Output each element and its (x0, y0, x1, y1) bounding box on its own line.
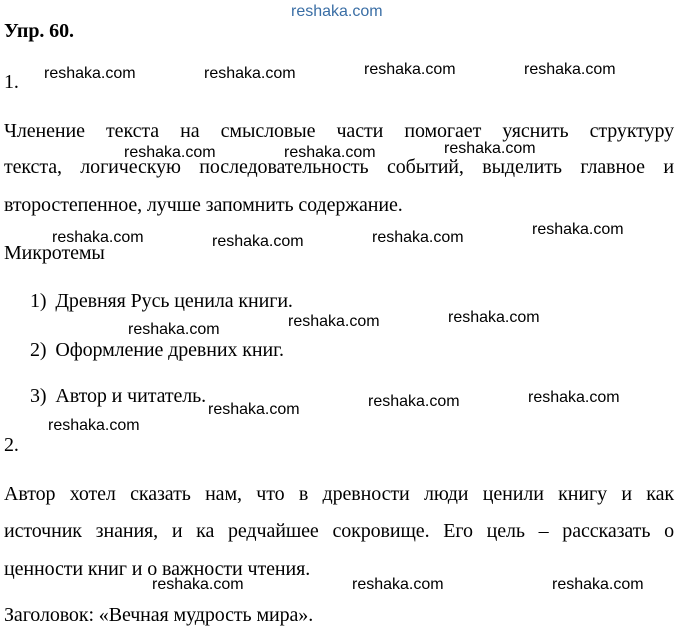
watermark: reshaka.com (532, 221, 624, 238)
paragraph-line: Членение текста на смысловые части помогает уяснить структуру (4, 120, 674, 142)
watermark: reshaka.com (444, 140, 536, 157)
list-item (30, 385, 206, 407)
watermark: reshaka.com (212, 233, 304, 250)
list-item-number: 2) (30, 339, 47, 361)
watermark: reshaka.com (524, 61, 616, 78)
watermark: reshaka.com (528, 389, 620, 406)
watermark: reshaka.com (288, 313, 380, 330)
watermark: reshaka.com (448, 309, 540, 326)
list-item (30, 290, 293, 312)
list-item-text: Древняя Русь ценила книги. (55, 290, 293, 312)
paragraph-line: ценности книг и о важности чтения. (4, 558, 311, 580)
list-item-text: Оформление древних книг. (55, 339, 284, 361)
paragraph-line: Автор хотел сказать нам, что в древности люди ценили книгу и как (4, 483, 674, 505)
watermark: reshaka.com (284, 144, 376, 161)
section-number-1: 1. (4, 71, 19, 93)
watermark: reshaka.com (152, 576, 244, 593)
paragraph-line: второстепенное, лучше запомнить содержание. (4, 194, 403, 216)
watermark: reshaka.com (48, 417, 140, 434)
site-watermark: reshaka.com (291, 3, 383, 20)
list-item-number: 3) (30, 385, 47, 407)
watermark: reshaka.com (52, 229, 144, 246)
list-item-number: 1) (30, 290, 47, 312)
watermark: reshaka.com (204, 65, 296, 82)
paragraph-line: текста, логическую последовательность событий, выделить главное и (4, 156, 674, 178)
watermark: reshaka.com (128, 321, 220, 338)
watermark: reshaka.com (124, 144, 216, 161)
paragraph-line: источник знания, и ка редчайшее сокровище. Его цель – рассказать о (4, 520, 674, 542)
watermark: reshaka.com (372, 229, 464, 246)
heading-line: Заголовок: «Вечная мудрость мира». (4, 604, 314, 626)
list-item (30, 339, 284, 361)
watermark: reshaka.com (368, 393, 460, 410)
exercise-title: Упр. 60. (4, 20, 74, 42)
watermark: reshaka.com (552, 576, 644, 593)
watermark: reshaka.com (44, 65, 136, 82)
watermark: reshaka.com (364, 61, 456, 78)
watermark: reshaka.com (208, 401, 300, 418)
list-item-text: Автор и читатель. (55, 385, 207, 407)
watermark: reshaka.com (352, 576, 444, 593)
microthemes-label: Микротемы (4, 242, 105, 264)
section-number-2: 2. (4, 434, 19, 456)
